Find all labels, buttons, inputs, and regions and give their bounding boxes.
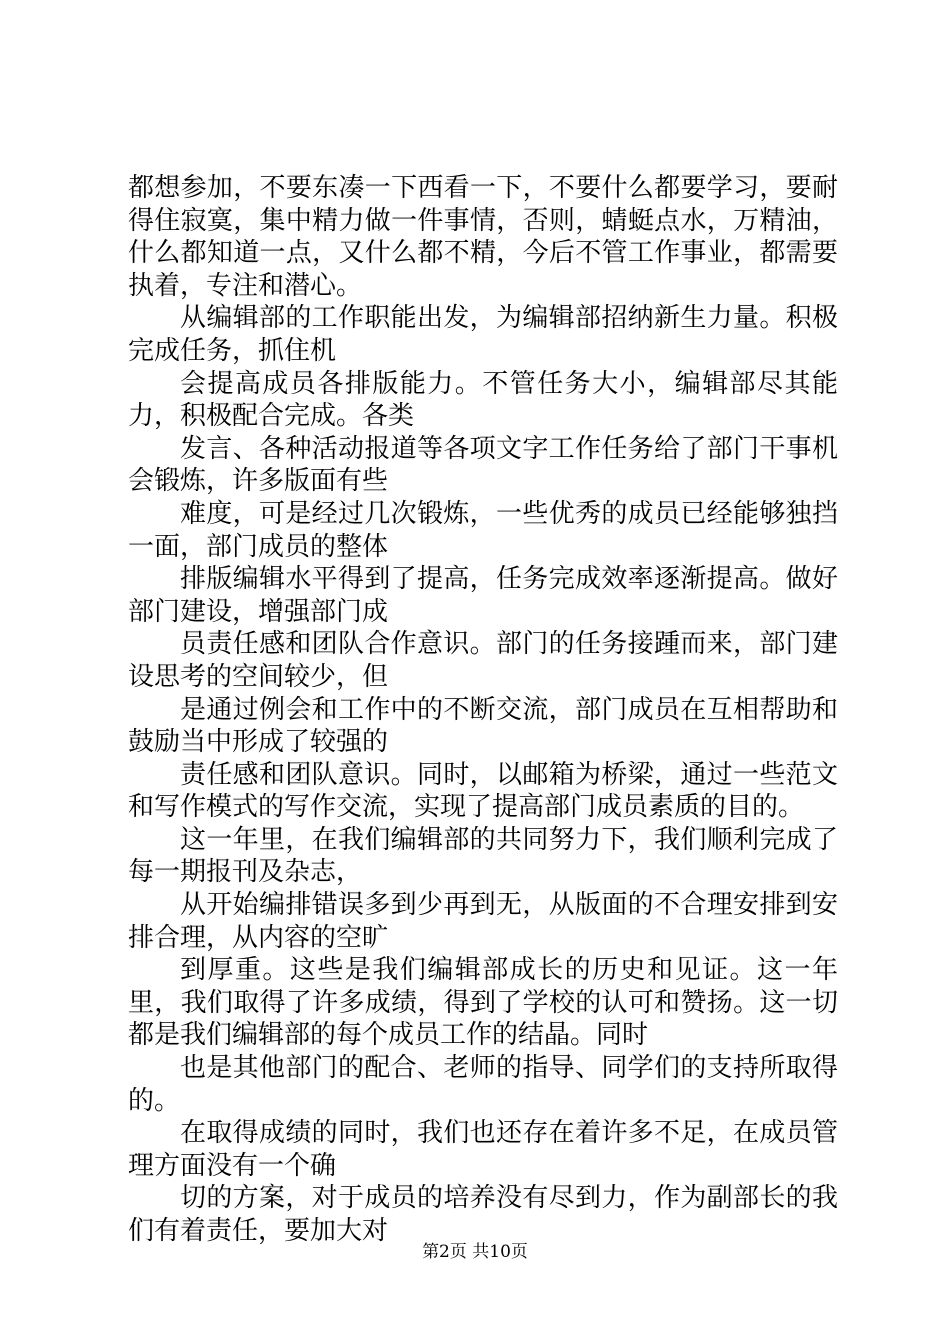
page-number-footer: 第2页 共10页 — [422, 1242, 528, 1262]
paragraph: 是通过例会和工作中的不断交流，部门成员在互相帮助和鼓励当中形成了较强的 — [128, 694, 838, 758]
paragraph: 都想参加，不要东凑一下西看一下，不要什么都要学习，要耐得住寂寞，集中精力做一件事情，否则，蜻蜓点水，万精油，什么都知道一点，又什么都不精，今后不管工作事业，都需要执着，专注和潜心。 — [128, 173, 838, 301]
paragraph: 从开始编排错误多到少再到无，从版面的不合理安排到安排合理，从内容的空旷 — [128, 890, 838, 953]
paragraph: 责任感和团队意识。同时，以邮箱为桥梁，通过一些范文和写作模式的写作交流，实现了提高部门成员素质的目的。 — [128, 759, 838, 823]
paragraph: 这一年里，在我们编辑部的共同努力下，我们顺利完成了每一期报刊及杂志， — [128, 824, 838, 888]
paragraph: 从编辑部的工作职能出发，为编辑部招纳新生力量。积极完成任务，抓住机 — [128, 303, 838, 366]
paragraph: 排版编辑水平得到了提高，任务完成效率逐渐提高。做好部门建设，增强部门成 — [128, 564, 838, 627]
paragraph: 在取得成绩的同时，我们也还存在着许多不足，在成员管理方面没有一个确 — [128, 1118, 838, 1181]
paragraph: 也是其他部门的配合、老师的指导、同学们的支持所取得的。 — [128, 1053, 838, 1116]
paragraph: 到厚重。这些是我们编辑部成长的历史和见证。这一年里，我们取得了许多成绩，得到了学校的认可和赞扬。这一切都是我们编辑部的每个成员工作的结晶。同时 — [128, 955, 838, 1051]
paragraph: 发言、各种活动报道等各项文字工作任务给了部门干事机会锻炼，许多版面有些 — [128, 433, 838, 497]
paragraph: 会提高成员各排版能力。不管任务大小，编辑部尽其能力，积极配合完成。各类 — [128, 368, 838, 432]
document-body — [128, 172, 838, 1248]
paragraph: 难度，可是经过几次锻炼，一些优秀的成员已经能够独挡一面，部门成员的整体 — [128, 498, 838, 562]
paragraph: 切的方案，对于成员的培养没有尽到力，作为副部长的我们有着责任，要加大对 — [128, 1183, 838, 1246]
paragraph: 员责任感和团队合作意识。部门的任务接踵而来，部门建设思考的空间较少，但 — [128, 629, 838, 692]
